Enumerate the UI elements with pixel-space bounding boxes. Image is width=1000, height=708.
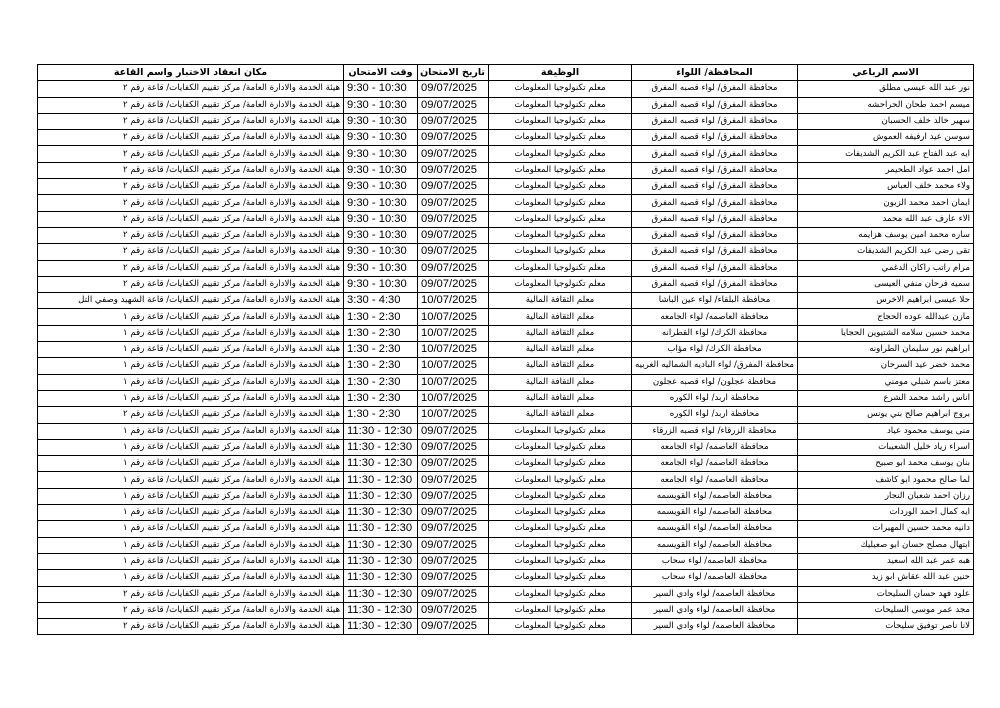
exam-schedule-table xyxy=(37,64,974,635)
cell-full-name: هبه عمر عبد الله اسعيد xyxy=(798,553,974,569)
cell-full-name: دانيه محمد حسين المهيرات xyxy=(798,521,974,537)
cell-exam-time: 1:30 - 2:30 xyxy=(344,309,418,325)
cell-exam-date: 09/07/2025 xyxy=(418,179,489,195)
cell-governorate: محافظة العاصمه/ لواء الجامعه xyxy=(632,472,798,488)
cell-full-name: محمد حسين سلامه الشتيوين الحجايا xyxy=(798,325,974,341)
cell-exam-date: 09/07/2025 xyxy=(418,488,489,504)
cell-job: معلم تكنولوجيا المعلومات xyxy=(489,586,632,602)
cell-governorate: محافظة العاصمه/ لواء وادي السير xyxy=(632,602,798,618)
cell-exam-date: 09/07/2025 xyxy=(418,553,489,569)
cell-exam-time: 9:30 - 10:30 xyxy=(344,130,418,146)
cell-exam-date: 10/07/2025 xyxy=(418,374,489,390)
cell-exam-date: 09/07/2025 xyxy=(418,276,489,292)
cell-exam-date: 09/07/2025 xyxy=(418,423,489,439)
cell-venue: هيئة الخدمة والادارة العامة/ مركز تقييم الكفايات/ قاعة رقم ١ xyxy=(38,358,344,374)
cell-exam-date: 09/07/2025 xyxy=(418,260,489,276)
header-venue: مكان انعقاد الاختبار واسم القاعة xyxy=(38,65,344,81)
cell-exam-date: 09/07/2025 xyxy=(418,602,489,618)
cell-governorate: محافظة عجلون/ لواء قصبه عجلون xyxy=(632,374,798,390)
cell-venue: هيئة الخدمة والادارة العامة/ مركز تقييم الكفايات/ قاعة رقم ٢ xyxy=(38,81,344,97)
cell-venue: هيئة الخدمة والادارة العامة/ مركز تقييم الكفايات/ قاعة رقم ٢ xyxy=(38,244,344,260)
cell-full-name: نور عبد الله عيسى مطلق xyxy=(798,81,974,97)
cell-exam-date: 09/07/2025 xyxy=(418,586,489,602)
cell-exam-date: 10/07/2025 xyxy=(418,407,489,423)
table-row xyxy=(38,97,974,113)
cell-exam-date: 09/07/2025 xyxy=(418,162,489,178)
table-row xyxy=(38,439,974,455)
cell-venue: هيئة الخدمة والادارة العامة/ مركز تقييم الكفايات/ قاعة رقم ٢ xyxy=(38,619,344,635)
cell-job: معلم تكنولوجيا المعلومات xyxy=(489,146,632,162)
cell-exam-time: 9:30 - 10:30 xyxy=(344,146,418,162)
cell-full-name: ايه كمال احمد الوردات xyxy=(798,505,974,521)
table-row xyxy=(38,521,974,537)
cell-full-name: الاء عارف عبد الله محمد xyxy=(798,211,974,227)
cell-exam-time: 1:30 - 2:30 xyxy=(344,325,418,341)
cell-venue: هيئة الخدمة والادارة العامة/ مركز تقييم الكفايات/ قاعة الشهيد وصفي التل xyxy=(38,293,344,309)
cell-governorate: محافظة المفرق/ لواء قصبه المفرق xyxy=(632,113,798,129)
cell-exam-time: 11:30 - 12:30 xyxy=(344,570,418,586)
table-row xyxy=(38,179,974,195)
cell-governorate: محافظة العاصمه/ لواء الجامعه xyxy=(632,309,798,325)
cell-exam-time: 9:30 - 10:30 xyxy=(344,260,418,276)
cell-full-name: تقى رضى عبد الكريم الشديفات xyxy=(798,244,974,260)
cell-job: معلم تكنولوجيا المعلومات xyxy=(489,488,632,504)
cell-full-name: ابراهيم نور سليمان الطراونه xyxy=(798,342,974,358)
cell-job: معلم الثقافة المالية xyxy=(489,309,632,325)
table-row xyxy=(38,309,974,325)
cell-governorate: محافظة المفرق/ لواء قصبه المفرق xyxy=(632,130,798,146)
cell-full-name: حلا عيسى ابراهيم الاخرس xyxy=(798,293,974,309)
cell-exam-time: 9:30 - 10:30 xyxy=(344,195,418,211)
cell-venue: هيئة الخدمة والادارة العامة/ مركز تقييم الكفايات/ قاعة رقم ٢ xyxy=(38,179,344,195)
cell-full-name: مجد عمر موسى السليحات xyxy=(798,602,974,618)
cell-exam-date: 09/07/2025 xyxy=(418,97,489,113)
cell-governorate: محافظة المفرق/ لواء قصبه المفرق xyxy=(632,276,798,292)
cell-exam-time: 11:30 - 12:30 xyxy=(344,439,418,455)
cell-venue: هيئة الخدمة والادارة العامة/ مركز تقييم الكفايات/ قاعة رقم ٢ xyxy=(38,227,344,243)
cell-venue: هيئة الخدمة والادارة العامة/ مركز تقييم الكفايات/ قاعة رقم ١ xyxy=(38,456,344,472)
cell-venue: هيئة الخدمة والادارة العامة/ مركز تقييم الكفايات/ قاعة رقم ٢ xyxy=(38,130,344,146)
cell-venue: هيئة الخدمة والادارة العامة/ مركز تقييم الكفايات/ قاعة رقم ١ xyxy=(38,423,344,439)
cell-exam-date: 09/07/2025 xyxy=(418,619,489,635)
cell-exam-date: 09/07/2025 xyxy=(418,456,489,472)
cell-venue: هيئة الخدمة والادارة العامة/ مركز تقييم الكفايات/ قاعة رقم ٢ xyxy=(38,602,344,618)
cell-venue: هيئة الخدمة والادارة العامة/ مركز تقييم الكفايات/ قاعة رقم ١ xyxy=(38,570,344,586)
cell-full-name: بنان يوسف محمد ابو صبيح xyxy=(798,456,974,472)
cell-exam-time: 3:30 - 4:30 xyxy=(344,293,418,309)
cell-job: معلم تكنولوجيا المعلومات xyxy=(489,162,632,178)
cell-exam-date: 10/07/2025 xyxy=(418,325,489,341)
table-row xyxy=(38,227,974,243)
cell-venue: هيئة الخدمة والادارة العامة/ مركز تقييم الكفايات/ قاعة رقم ١ xyxy=(38,488,344,504)
cell-exam-time: 1:30 - 2:30 xyxy=(344,342,418,358)
cell-job: معلم تكنولوجيا المعلومات xyxy=(489,211,632,227)
cell-full-name: ميسم احمد طحان الحراحشه xyxy=(798,97,974,113)
cell-exam-time: 11:30 - 12:30 xyxy=(344,619,418,635)
cell-job: معلم تكنولوجيا المعلومات xyxy=(489,537,632,553)
cell-exam-time: 11:30 - 12:30 xyxy=(344,456,418,472)
cell-full-name: ولاء محمد خلف العباس xyxy=(798,179,974,195)
table-row xyxy=(38,260,974,276)
cell-full-name: علود فهد حسان السليحات xyxy=(798,586,974,602)
cell-governorate: محافظة الكرك/ لواء مؤاب xyxy=(632,342,798,358)
cell-job: معلم تكنولوجيا المعلومات xyxy=(489,619,632,635)
cell-exam-date: 09/07/2025 xyxy=(418,113,489,129)
cell-exam-time: 9:30 - 10:30 xyxy=(344,227,418,243)
cell-job: معلم الثقافة المالية xyxy=(489,374,632,390)
cell-venue: هيئة الخدمة والادارة العامة/ مركز تقييم الكفايات/ قاعة رقم ١ xyxy=(38,325,344,341)
cell-governorate: محافظة المفرق/ لواء قصبه المفرق xyxy=(632,162,798,178)
cell-governorate: محافظة المفرق/ لواء قصبه المفرق xyxy=(632,211,798,227)
table-row xyxy=(38,195,974,211)
cell-governorate: محافظة الزرقاء/ لواء قصبه الزرقاء xyxy=(632,423,798,439)
cell-exam-time: 11:30 - 12:30 xyxy=(344,488,418,504)
table-row xyxy=(38,553,974,569)
cell-job: معلم تكنولوجيا المعلومات xyxy=(489,260,632,276)
cell-full-name: رزان احمد شعبان النجار xyxy=(798,488,974,504)
cell-exam-date: 09/07/2025 xyxy=(418,227,489,243)
cell-exam-date: 09/07/2025 xyxy=(418,195,489,211)
cell-governorate: محافظة الكرك/ لواء القطرانه xyxy=(632,325,798,341)
cell-governorate: محافظة العاصمه/ لواء القويسمه xyxy=(632,537,798,553)
cell-governorate: محافظة العاصمه/ لواء وادي السير xyxy=(632,619,798,635)
header-row xyxy=(38,65,974,81)
cell-exam-time: 1:30 - 2:30 xyxy=(344,374,418,390)
cell-job: معلم تكنولوجيا المعلومات xyxy=(489,505,632,521)
cell-governorate: محافظة العاصمه/ لواء سحاب xyxy=(632,570,798,586)
cell-job: معلم تكنولوجيا المعلومات xyxy=(489,113,632,129)
table-row xyxy=(38,358,974,374)
table-row xyxy=(38,374,974,390)
cell-exam-time: 11:30 - 12:30 xyxy=(344,472,418,488)
cell-exam-time: 11:30 - 12:30 xyxy=(344,537,418,553)
cell-job: معلم تكنولوجيا المعلومات xyxy=(489,179,632,195)
cell-exam-date: 10/07/2025 xyxy=(418,342,489,358)
cell-venue: هيئة الخدمة والادارة العامة/ مركز تقييم الكفايات/ قاعة رقم ١ xyxy=(38,553,344,569)
cell-full-name: منى يوسف محمود عياد xyxy=(798,423,974,439)
table-row xyxy=(38,244,974,260)
cell-exam-date: 09/07/2025 xyxy=(418,211,489,227)
table-row xyxy=(38,488,974,504)
cell-venue: هيئة الخدمة والادارة العامة/ مركز تقييم الكفايات/ قاعة رقم ١ xyxy=(38,472,344,488)
table-row xyxy=(38,293,974,309)
cell-venue: هيئة الخدمة والادارة العامة/ مركز تقييم الكفايات/ قاعة رقم ٢ xyxy=(38,407,344,423)
cell-venue: هيئة الخدمة والادارة العامة/ مركز تقييم الكفايات/ قاعة رقم ١ xyxy=(38,439,344,455)
cell-full-name: مازن عبدالله عوده الحجاج xyxy=(798,309,974,325)
table-row xyxy=(38,505,974,521)
cell-venue: هيئة الخدمة والادارة العامة/ مركز تقييم الكفايات/ قاعة رقم ٢ xyxy=(38,97,344,113)
cell-exam-date: 10/07/2025 xyxy=(418,358,489,374)
table-row xyxy=(38,342,974,358)
table-row xyxy=(38,390,974,406)
table-row xyxy=(38,586,974,602)
cell-governorate: محافظة العاصمه/ لواء القويسمه xyxy=(632,488,798,504)
cell-governorate: محافظة البلقاء/ لواء عين الباشا xyxy=(632,293,798,309)
cell-governorate: محافظة العاصمه/ لواء سحاب xyxy=(632,553,798,569)
table-row xyxy=(38,619,974,635)
table-body xyxy=(38,81,974,635)
header-exam-time: وقت الامتحان xyxy=(344,65,418,81)
cell-full-name: حنين عبد الله عقاش ابو زيد xyxy=(798,570,974,586)
header-governorate: المحافظة/ اللواء xyxy=(632,65,798,81)
cell-job: معلم تكنولوجيا المعلومات xyxy=(489,244,632,260)
cell-full-name: ابتهال مصلح حسان ابو صعيليك xyxy=(798,537,974,553)
table-row xyxy=(38,570,974,586)
cell-job: معلم الثقافة المالية xyxy=(489,342,632,358)
cell-job: معلم تكنولوجيا المعلومات xyxy=(489,97,632,113)
cell-job: معلم تكنولوجيا المعلومات xyxy=(489,472,632,488)
cell-job: معلم الثقافة المالية xyxy=(489,390,632,406)
cell-governorate: محافظة العاصمه/ لواء الجامعه xyxy=(632,439,798,455)
cell-exam-time: 1:30 - 2:30 xyxy=(344,407,418,423)
cell-venue: هيئة الخدمة والادارة العامة/ مركز تقييم الكفايات/ قاعة رقم ١ xyxy=(38,374,344,390)
table-row xyxy=(38,211,974,227)
cell-full-name: مرام راتب راكان الدغمي xyxy=(798,260,974,276)
cell-full-name: ايمان احمد محمد الزبون xyxy=(798,195,974,211)
cell-venue: هيئة الخدمة والادارة العامة/ مركز تقييم الكفايات/ قاعة رقم ٢ xyxy=(38,276,344,292)
cell-job: معلم تكنولوجيا المعلومات xyxy=(489,456,632,472)
cell-job: معلم الثقافة المالية xyxy=(489,293,632,309)
cell-full-name: اناس راشد محمد الشرع xyxy=(798,390,974,406)
cell-exam-time: 9:30 - 10:30 xyxy=(344,179,418,195)
table-row xyxy=(38,113,974,129)
table-row xyxy=(38,456,974,472)
cell-governorate: محافظة اربد/ لواء الكوره xyxy=(632,407,798,423)
cell-exam-time: 11:30 - 12:30 xyxy=(344,505,418,521)
cell-exam-date: 09/07/2025 xyxy=(418,81,489,97)
cell-exam-time: 1:30 - 2:30 xyxy=(344,390,418,406)
table-row xyxy=(38,276,974,292)
cell-exam-time: 9:30 - 10:30 xyxy=(344,97,418,113)
cell-job: معلم تكنولوجيا المعلومات xyxy=(489,521,632,537)
cell-governorate: محافظة المفرق/ لواء قصبه المفرق xyxy=(632,146,798,162)
table-row xyxy=(38,130,974,146)
cell-full-name: لانا ناصر توفيق سليحات xyxy=(798,619,974,635)
cell-governorate: محافظة المفرق/ لواء قصبه المفرق xyxy=(632,227,798,243)
cell-exam-time: 11:30 - 12:30 xyxy=(344,602,418,618)
cell-job: معلم الثقافة المالية xyxy=(489,325,632,341)
cell-venue: هيئة الخدمة والادارة العامة/ مركز تقييم الكفايات/ قاعة رقم ٢ xyxy=(38,162,344,178)
cell-full-name: سهير خالد خلف الحسبان xyxy=(798,113,974,129)
cell-governorate: محافظة المفرق/ لواء الباديه الشماليه الغربيه xyxy=(632,358,798,374)
cell-governorate: محافظة العاصمه/ لواء الجامعه xyxy=(632,456,798,472)
cell-governorate: محافظة العاصمه/ لواء القويسمه xyxy=(632,505,798,521)
cell-job: معلم تكنولوجيا المعلومات xyxy=(489,81,632,97)
cell-venue: هيئة الخدمة والادارة العامة/ مركز تقييم الكفايات/ قاعة رقم ١ xyxy=(38,309,344,325)
cell-governorate: محافظة المفرق/ لواء قصبه المفرق xyxy=(632,179,798,195)
table-row xyxy=(38,407,974,423)
cell-job: معلم تكنولوجيا المعلومات xyxy=(489,423,632,439)
cell-exam-time: 11:30 - 12:30 xyxy=(344,586,418,602)
cell-venue: هيئة الخدمة والادارة العامة/ مركز تقييم الكفايات/ قاعة رقم ٢ xyxy=(38,586,344,602)
cell-full-name: ساره محمد امين يوسف هزايمه xyxy=(798,227,974,243)
cell-governorate: محافظة المفرق/ لواء قصبه المفرق xyxy=(632,260,798,276)
cell-exam-time: 11:30 - 12:30 xyxy=(344,423,418,439)
cell-governorate: محافظة العاصمه/ لواء القويسمه xyxy=(632,521,798,537)
cell-exam-time: 11:30 - 12:30 xyxy=(344,521,418,537)
table-row xyxy=(38,472,974,488)
cell-venue: هيئة الخدمة والادارة العامة/ مركز تقييم الكفايات/ قاعة رقم ١ xyxy=(38,505,344,521)
cell-exam-date: 09/07/2025 xyxy=(418,537,489,553)
cell-exam-date: 09/07/2025 xyxy=(418,570,489,586)
cell-exam-date: 10/07/2025 xyxy=(418,309,489,325)
cell-exam-time: 9:30 - 10:30 xyxy=(344,81,418,97)
cell-full-name: اسراء زياد خليل الشعيبات xyxy=(798,439,974,455)
cell-exam-date: 09/07/2025 xyxy=(418,146,489,162)
cell-governorate: محافظة المفرق/ لواء قصبه المفرق xyxy=(632,244,798,260)
cell-venue: هيئة الخدمة والادارة العامة/ مركز تقييم الكفايات/ قاعة رقم ٢ xyxy=(38,211,344,227)
cell-exam-time: 9:30 - 10:30 xyxy=(344,113,418,129)
cell-exam-date: 09/07/2025 xyxy=(418,505,489,521)
cell-job: معلم الثقافة المالية xyxy=(489,358,632,374)
cell-governorate: محافظة العاصمه/ لواء وادي السير xyxy=(632,586,798,602)
cell-exam-time: 9:30 - 10:30 xyxy=(344,162,418,178)
cell-venue: هيئة الخدمة والادارة العامة/ مركز تقييم الكفايات/ قاعة رقم ٢ xyxy=(38,146,344,162)
cell-exam-date: 10/07/2025 xyxy=(418,390,489,406)
cell-exam-time: 9:30 - 10:30 xyxy=(344,276,418,292)
cell-full-name: محمد خضر عيد السرحان xyxy=(798,358,974,374)
cell-exam-time: 11:30 - 12:30 xyxy=(344,553,418,569)
table-row xyxy=(38,162,974,178)
cell-governorate: محافظة المفرق/ لواء قصبه المفرق xyxy=(632,97,798,113)
cell-exam-time: 1:30 - 2:30 xyxy=(344,358,418,374)
cell-governorate: محافظة اربد/ لواء الكوره xyxy=(632,390,798,406)
cell-full-name: بروج ابراهيم صالح بني يونس xyxy=(798,407,974,423)
cell-exam-time: 9:30 - 10:30 xyxy=(344,211,418,227)
cell-full-name: امل احمد عواد الطحيمر xyxy=(798,162,974,178)
table-row xyxy=(38,81,974,97)
cell-full-name: سميه فرحان منفي العيسى xyxy=(798,276,974,292)
cell-job: معلم تكنولوجيا المعلومات xyxy=(489,276,632,292)
cell-venue: هيئة الخدمة والادارة العامة/ مركز تقييم الكفايات/ قاعة رقم ١ xyxy=(38,342,344,358)
cell-exam-date: 09/07/2025 xyxy=(418,472,489,488)
cell-job: معلم تكنولوجيا المعلومات xyxy=(489,602,632,618)
table-row xyxy=(38,602,974,618)
cell-exam-date: 10/07/2025 xyxy=(418,293,489,309)
cell-job: معلم الثقافة المالية xyxy=(489,407,632,423)
cell-job: معلم تكنولوجيا المعلومات xyxy=(489,130,632,146)
cell-full-name: ايه عبد الفتاح عبد الكريم الشديفات xyxy=(798,146,974,162)
cell-governorate: محافظة المفرق/ لواء قصبه المفرق xyxy=(632,81,798,97)
cell-venue: هيئة الخدمة والادارة العامة/ مركز تقييم الكفايات/ قاعة رقم ١ xyxy=(38,390,344,406)
table-row xyxy=(38,146,974,162)
header-job: الوظيفة xyxy=(489,65,632,81)
cell-governorate: محافظة المفرق/ لواء قصبه المفرق xyxy=(632,195,798,211)
cell-venue: هيئة الخدمة والادارة العامة/ مركز تقييم الكفايات/ قاعة رقم ٢ xyxy=(38,195,344,211)
header-full-name: الاسم الرباعي xyxy=(798,65,974,81)
table-row xyxy=(38,423,974,439)
cell-exam-date: 09/07/2025 xyxy=(418,439,489,455)
cell-job: معلم تكنولوجيا المعلومات xyxy=(489,439,632,455)
cell-full-name: سوسن عيد ارفيفه العموش xyxy=(798,130,974,146)
cell-venue: هيئة الخدمة والادارة العامة/ مركز تقييم الكفايات/ قاعة رقم ١ xyxy=(38,537,344,553)
cell-venue: هيئة الخدمة والادارة العامة/ مركز تقييم الكفايات/ قاعة رقم ٢ xyxy=(38,113,344,129)
cell-job: معلم تكنولوجيا المعلومات xyxy=(489,553,632,569)
header-exam-date: تاريخ الامتحان xyxy=(418,65,489,81)
cell-job: معلم تكنولوجيا المعلومات xyxy=(489,195,632,211)
cell-job: معلم تكنولوجيا المعلومات xyxy=(489,570,632,586)
cell-exam-date: 09/07/2025 xyxy=(418,130,489,146)
cell-exam-time: 9:30 - 10:30 xyxy=(344,244,418,260)
table-row xyxy=(38,325,974,341)
cell-exam-date: 09/07/2025 xyxy=(418,521,489,537)
cell-job: معلم تكنولوجيا المعلومات xyxy=(489,227,632,243)
cell-exam-date: 09/07/2025 xyxy=(418,244,489,260)
cell-full-name: لما صالح محمود ابو كاشف xyxy=(798,472,974,488)
cell-venue: هيئة الخدمة والادارة العامة/ مركز تقييم الكفايات/ قاعة رقم ١ xyxy=(38,521,344,537)
cell-venue: هيئة الخدمة والادارة العامة/ مركز تقييم الكفايات/ قاعة رقم ٢ xyxy=(38,260,344,276)
table-row xyxy=(38,537,974,553)
cell-full-name: معتز باسم شبلي مومني xyxy=(798,374,974,390)
